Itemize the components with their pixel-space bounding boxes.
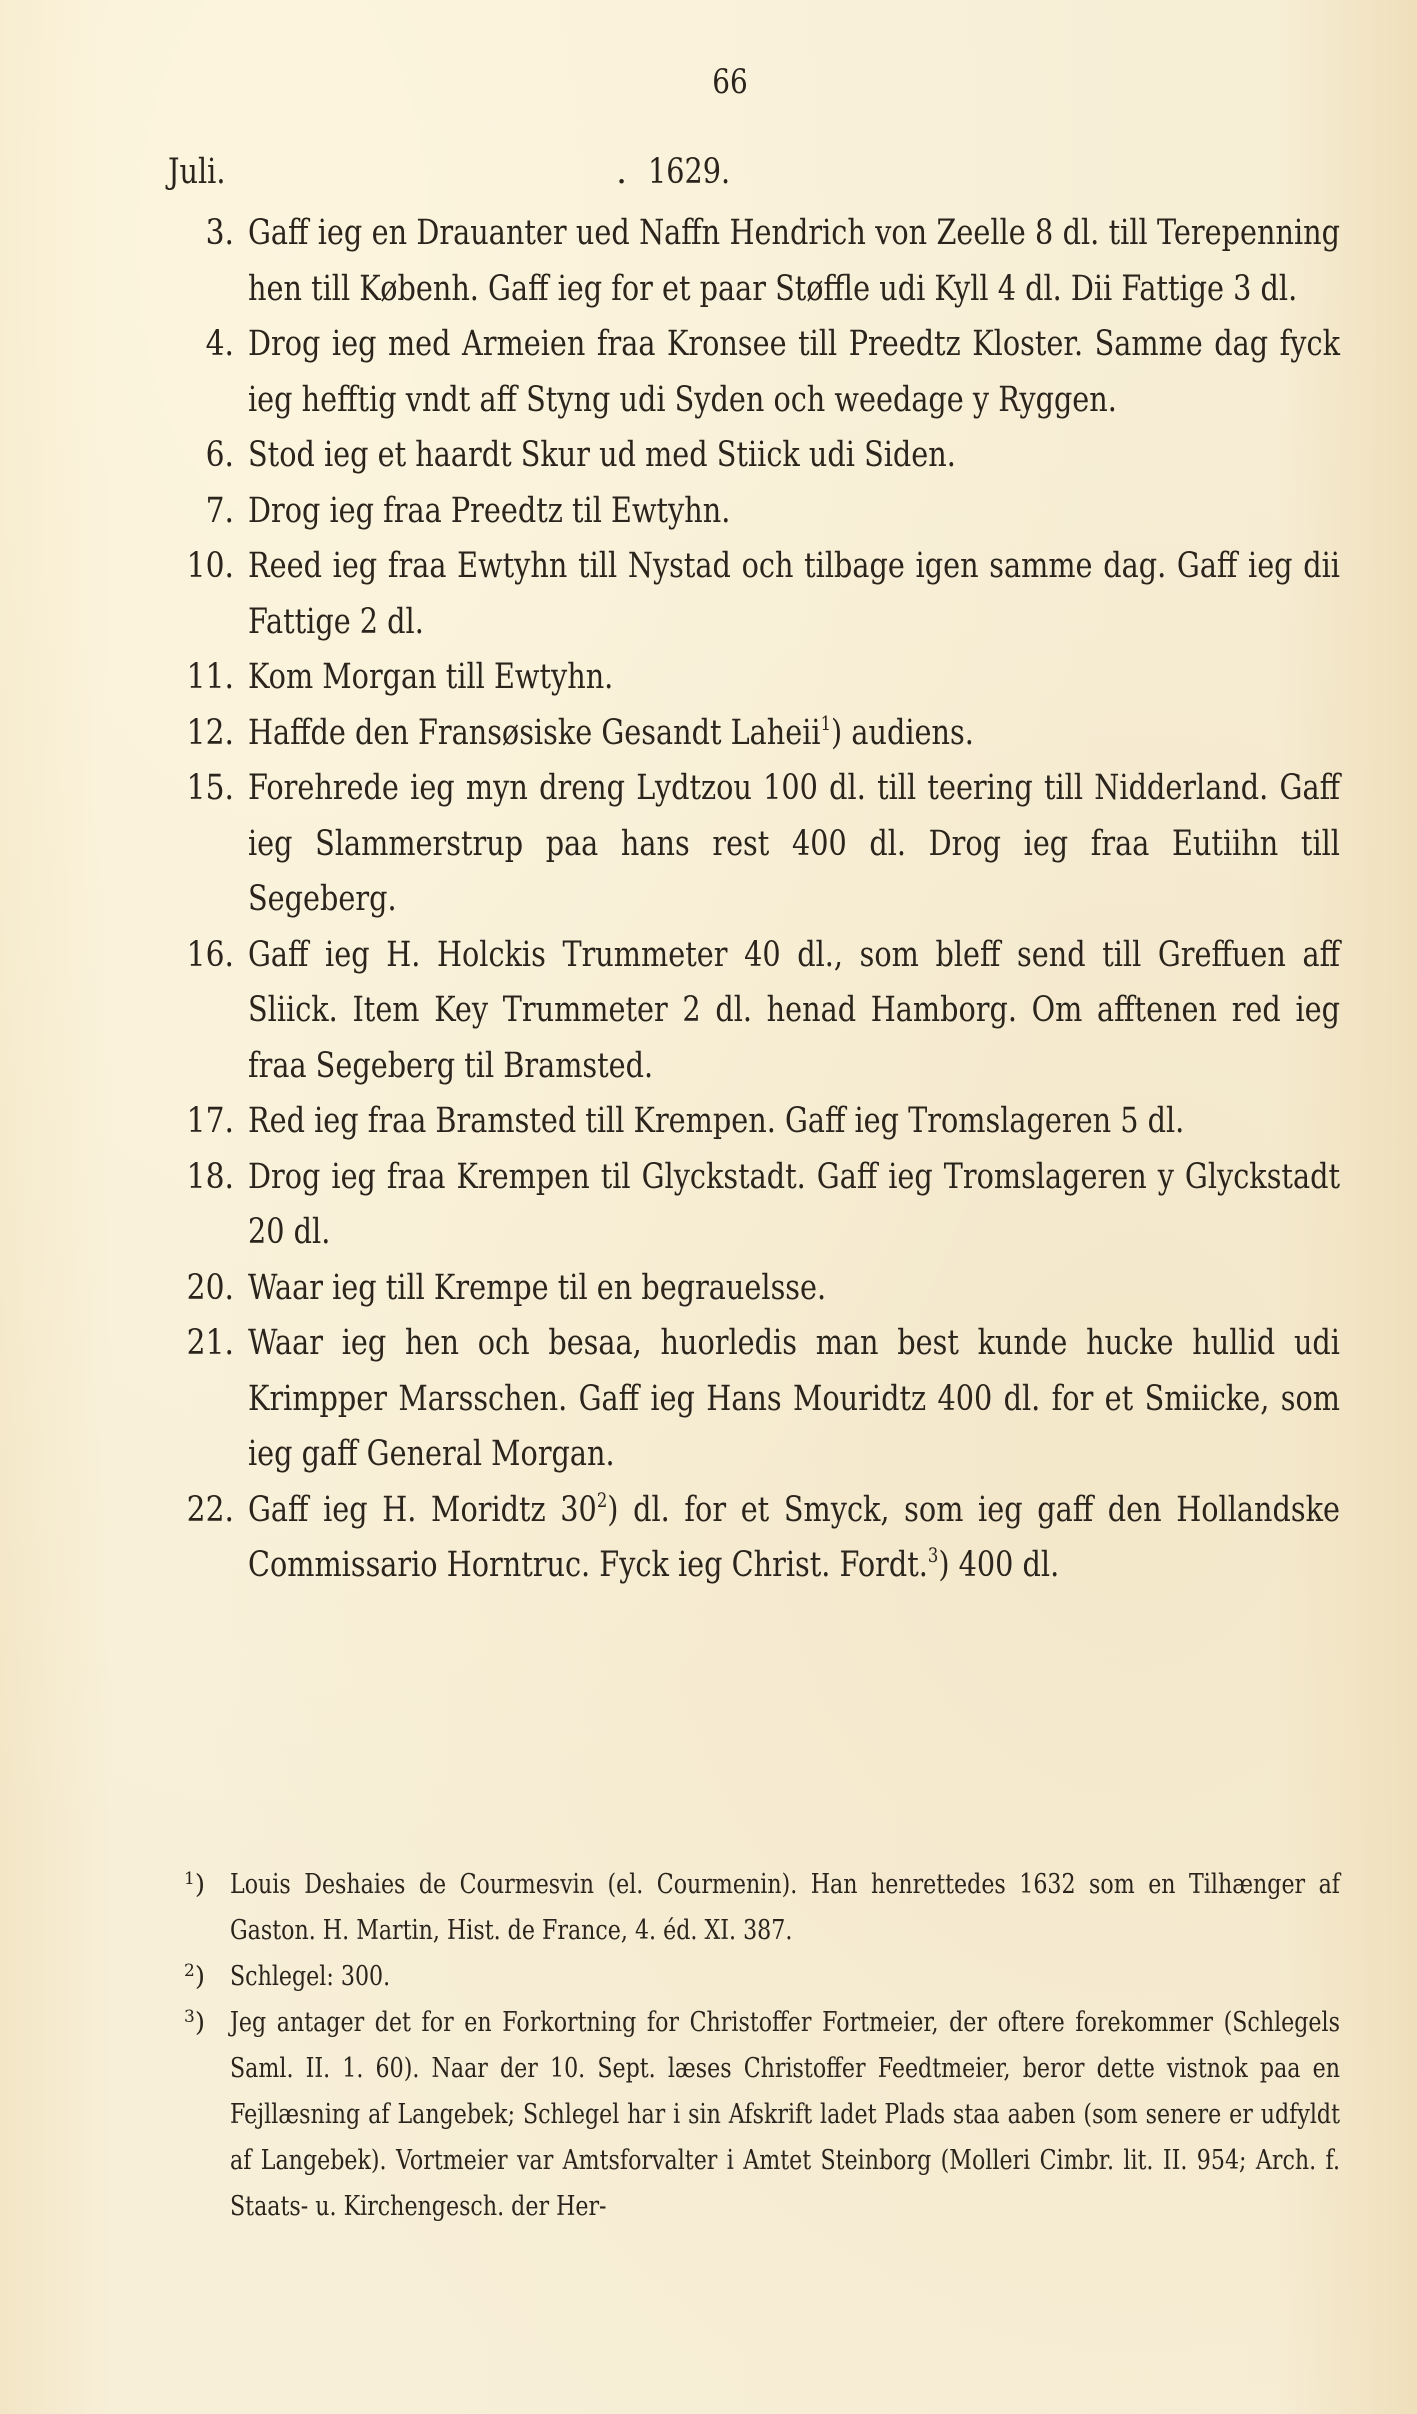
- footnotes: [180, 1862, 1340, 2230]
- entry-day: 16.: [186, 934, 234, 975]
- entry-text: Drog ieg fraa Preedtz til Ewtyhn.: [248, 490, 731, 531]
- diary-entry: [160, 1094, 1340, 1150]
- footnote-mark: $^3$): [184, 2007, 205, 2038]
- entry-day: 4.: [205, 324, 234, 364]
- entry-text-part: Gaff ieg H. Moridtz 30: [248, 1489, 597, 1530]
- entry-text: Reed ieg fraa Ewtyhn till Nystad och tilbage igen samme dag. Gaff ieg dii Fattige 2 dl.: [248, 546, 1340, 642]
- footnote-reference[interactable]: 3: [927, 1543, 939, 1567]
- entry-day: 22.: [186, 1489, 234, 1530]
- running-head: [168, 152, 1348, 202]
- footnote-number: 3: [184, 2007, 195, 2027]
- diary-entry: [160, 317, 1340, 428]
- diary-entry: [160, 1150, 1340, 1261]
- entry-day: 21.: [186, 1323, 234, 1363]
- diary-entry: [160, 1483, 1340, 1594]
- entry-text: Drog ieg fraa Krempen til Glyckstadt. Gaff ieg Tromslageren y Glyckstadt 20 dl.: [248, 1156, 1340, 1252]
- entry-day: 15.: [186, 768, 234, 808]
- entry-text: [248, 706, 1340, 762]
- diary-entry: [160, 1261, 1340, 1317]
- entry-day: 6.: [205, 435, 234, 475]
- entry-day: 18.: [186, 1156, 234, 1197]
- diary-entry: [160, 484, 1340, 540]
- page-number: 66: [712, 62, 748, 102]
- diary-entry: [160, 650, 1340, 706]
- diary-entry: [160, 706, 1340, 762]
- entry-day: 7.: [205, 490, 234, 531]
- footnote-reference[interactable]: 2: [596, 1487, 608, 1512]
- entry-text: Kom Morgan till Ewtyhn.: [248, 657, 614, 697]
- entry-day: 17.: [186, 1101, 234, 1141]
- entry-day: 20.: [186, 1267, 234, 1308]
- entry-text: Drog ieg med Armeien fraa Kronsee till Preedtz Kloster. Samme dag fyck ieg hefftig vndt aff Styng udi Syden och weedage y Ryggen.: [248, 324, 1340, 420]
- footnote: [180, 1954, 1340, 2000]
- footnote-mark: $^2$): [184, 1961, 205, 1992]
- running-head-year: 1629.: [648, 152, 731, 192]
- footnote: [180, 2000, 1340, 2230]
- diary-entry: [160, 928, 1340, 1095]
- entry-day: 12.: [186, 712, 234, 753]
- footnote-number: 2: [184, 1961, 195, 1981]
- entry-day: 11.: [186, 657, 234, 697]
- entry-text: Gaff ieg H. Holckis Trummeter 40 dl., som bleff send till Greffuen aff Sliick. Item Key Trummeter 2 dl. henad Hamborg. Om afftenen red ieg fraa Segeberg til Bramsted.: [248, 934, 1340, 1086]
- entry-day: 3.: [205, 213, 234, 253]
- diary-entry: [160, 761, 1340, 928]
- entry-text: Forehrede ieg myn dreng Lydtzou 100 dl. till teering till Nidderland. Gaff ieg Slammerstrup paa hans rest 400 dl. Drog ieg fraa Eutiihn till Segeberg.: [248, 768, 1340, 919]
- entry-text: Stod ieg et haardt Skur ud med Stiick udi Siden.: [248, 435, 956, 475]
- entry-text-part: ) audiens.: [831, 712, 974, 753]
- footnote-reference[interactable]: 1: [820, 710, 832, 735]
- running-head-month: Juli.: [168, 152, 226, 192]
- footnote-text: Louis Deshaies de Courmesvin (el. Courmenin). Han henrettedes 1632 som en Tilhænger af Gaston. H. Martin, Hist. de France, 4. éd. XI. 387.: [230, 1869, 1340, 1946]
- diary-entries: [160, 206, 1340, 1594]
- footnote-number: 1: [184, 1869, 195, 1889]
- entry-text: Gaff ieg en Drauanter ued Naffn Hendrich von Zeelle 8 dl. till Terepenning hen till Københ. Gaff ieg for et paar Støffle udi Kyll 4 dl. Dii Fattige 3 dl.: [248, 213, 1340, 309]
- entry-text-part: Haffde den Fransøsiske Gesandt Laheii: [248, 712, 821, 753]
- footnote-mark: $^1$): [184, 1869, 205, 1900]
- entry-text: Waar ieg hen och besaa, huorledis man best kunde hucke hullid udi Krimpper Marsschen. Gaff ieg Hans Mouridtz 400 dl. for et Smiicke, som ieg gaff General Morgan.: [248, 1323, 1340, 1474]
- diary-entry: [160, 428, 1340, 484]
- entry-text: Red ieg fraa Bramsted till Krempen. Gaff ieg Tromslageren 5 dl.: [248, 1101, 1185, 1141]
- entry-text-part: ) 400 dl.: [938, 1545, 1060, 1585]
- diary-entry: [160, 1316, 1340, 1483]
- footnote-text: Schlegel: 300.: [230, 1961, 391, 1992]
- running-head-dot: .: [616, 152, 628, 192]
- entry-text: [248, 1483, 1340, 1594]
- diary-entry: [160, 539, 1340, 650]
- footnote-text: Jeg antager det for en Forkortning for Christoffer Fortmeier, der oftere forekommer (Schlegels Saml. II. 1. 60). Naar der 10. Sept. læses Christoffer Feedtmeier, beror dette vistnok paa en Fejllæsning af Langebek; Schlegel har i sin Afskrift ladet Plads staa aaben (som senere er udfyldt af Langebek). Vortmeier var Amtsforvalter i Amtet Steinborg (Molleri Cimbr. lit. II. 954; Arch. f. Staats- u. Kirchengesch. der Her-: [230, 2007, 1340, 2222]
- entry-text-part: ) dl. for et Smyck, som ieg gaff den Hollandske Commissario Horntruc. Fyck ieg Christ. Fordt.: [248, 1489, 1340, 1585]
- footnote: [180, 1862, 1340, 1954]
- diary-entry: [160, 206, 1340, 317]
- entry-text: Waar ieg till Krempe til en begrauelsse.: [248, 1267, 827, 1308]
- entry-day: 10.: [186, 546, 234, 586]
